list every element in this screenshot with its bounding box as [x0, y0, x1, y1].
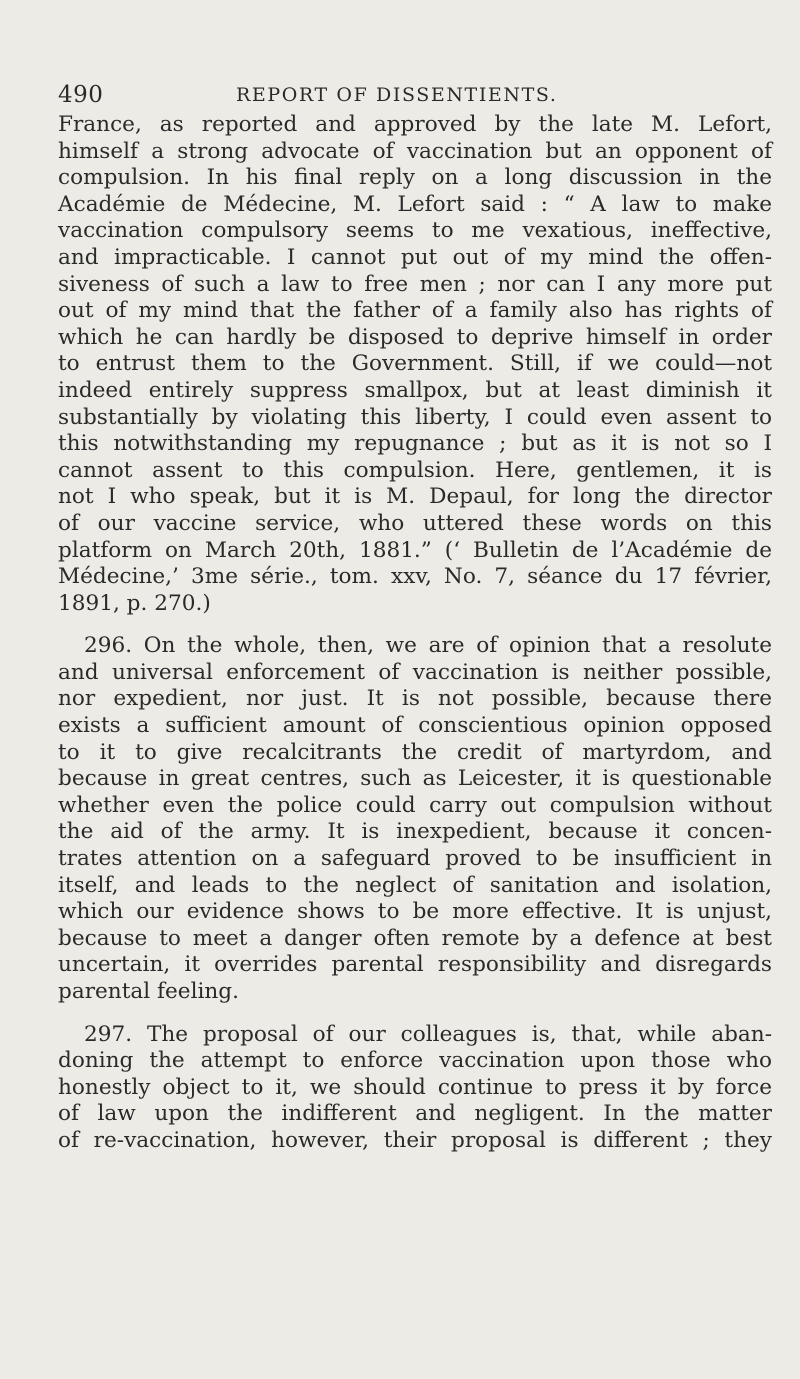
paragraph-297 [58, 1022, 772, 1155]
text-line: because to meet a danger often remote by a defence at best [58, 925, 772, 951]
text-line: to entrust them to the Government. Still, if we could—not [58, 351, 772, 377]
text-line: whether even the police could carry out compulsion without [58, 792, 772, 818]
text-line: platform on March 20th, 1881.” (‘ Bulletin de l’Académie de [58, 537, 772, 563]
paragraph-continued [58, 112, 772, 617]
text-line: Médecine,’ 3me série., tom. xxv, No. 7, séance du 17 février, [58, 564, 772, 590]
text-line: itself, and leads to the neglect of sanitation and isolation, [58, 872, 772, 898]
text-line: parental feeling. [58, 979, 239, 1004]
body-text [58, 112, 772, 1171]
running-header [58, 82, 758, 108]
text-line: and universal enforcement of vaccination is neither possible, [58, 659, 772, 685]
paragraph-296 [58, 633, 772, 1005]
text-line: 1891, p. 270.) [58, 590, 211, 616]
text-line: which our evidence shows to be more effective. It is unjust, [58, 899, 772, 925]
text-line: nor expedient, nor just. It is not possible, because there [58, 686, 772, 712]
text-line: to it to give recalcitrants the credit of martyrdom, and [58, 739, 772, 765]
text-line: compulsion. In his final reply on a long discussion in the [58, 165, 772, 191]
text-line: out of my mind that the father of a family also has rights of [58, 298, 772, 324]
text-line: siveness of such a law to free men ; nor can I any more put [58, 271, 772, 297]
text-line: France, as reported and approved by the late M. Lefort, [58, 112, 772, 137]
text-line: honestly object to it, we should continue to press it by force [58, 1074, 772, 1100]
text-line: exists a sufficient amount of conscientious opinion opposed [58, 713, 772, 739]
text-line: himself a strong advocate of vaccination but an opponent of [58, 138, 772, 164]
text-line: substantially by violating this liberty, I could even assent to [58, 404, 772, 430]
text-line: vaccination compulsory seems to me vexatious, ineffective, [58, 218, 772, 244]
text-line: cannot assent to this compulsion. Here, gentlemen, it is [58, 457, 772, 483]
text-line: this notwithstanding my repugnance ; but as it is not so I [58, 431, 772, 457]
text-line: 297. The proposal of our colleagues is, that, while aban- [84, 1021, 772, 1047]
text-line: Académie de Médecine, M. Lefort said : “ A law to make [58, 191, 772, 217]
text-line: because in great centres, such as Leicester, it is questionable [58, 766, 772, 792]
text-line: and impracticable. I cannot put out of my mind the offen- [58, 244, 772, 270]
text-line: of our vaccine service, who uttered these words on this [58, 510, 772, 536]
text-line: of re-vaccination, however, their proposal is different ; they [58, 1127, 772, 1153]
page-number: 490 [58, 82, 104, 108]
text-line: of law upon the indifferent and negligent. In the matter [58, 1101, 772, 1127]
text-line: the aid of the army. It is inexpedient, because it concen- [58, 819, 772, 845]
text-line: trates attention on a safeguard proved to be insufficient in [58, 846, 772, 872]
text-line: which he can hardly be disposed to deprive himself in order [58, 324, 772, 350]
text-line: uncertain, it overrides parental responsibility and disregards [58, 952, 772, 978]
text-line: doning the attempt to enforce vaccination upon those who [58, 1048, 772, 1074]
text-line: 296. On the whole, then, we are of opinion that a resolute [84, 633, 772, 659]
running-title: REPORT OF DISSENTIENTS. [236, 84, 558, 106]
text-line: indeed entirely suppress smallpox, but at least diminish it [58, 377, 772, 403]
text-line: not I who speak, but it is M. Depaul, for long the director [58, 484, 772, 510]
